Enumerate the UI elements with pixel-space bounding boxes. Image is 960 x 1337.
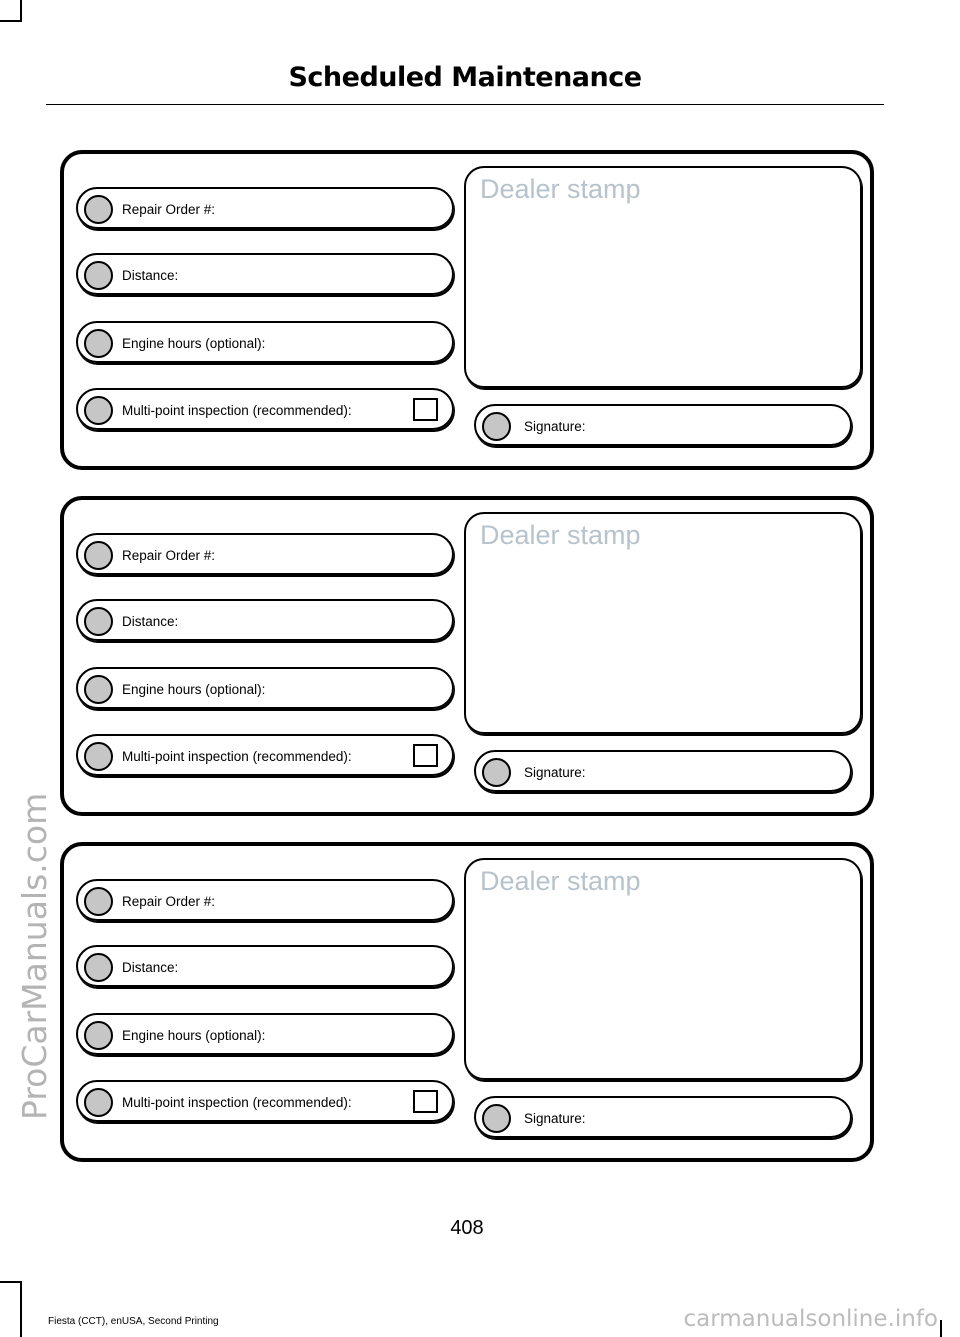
title-divider [46, 104, 884, 105]
repair-order-field[interactable] [76, 533, 454, 575]
bullet-icon [84, 887, 113, 916]
bullet-icon [84, 195, 113, 224]
bullet-icon [84, 953, 113, 982]
dealer-stamp-label: Dealer stamp [480, 174, 641, 204]
signature-label: Signature: [524, 765, 586, 780]
signature-field[interactable] [474, 404, 852, 446]
inspection-field [76, 388, 454, 430]
crop-mark [0, 1281, 20, 1283]
crop-mark [0, 20, 20, 22]
distance-label: Distance: [122, 960, 179, 975]
bullet-icon [482, 758, 511, 787]
signature-field[interactable] [474, 750, 852, 792]
signature-label: Signature: [524, 1111, 586, 1126]
bullet-icon [84, 396, 113, 425]
page-number: 408 [450, 1217, 484, 1239]
inspection-label: Multi-point inspection (recommended): [122, 1095, 352, 1110]
bullet-icon [482, 1104, 511, 1133]
engine-hours-field[interactable] [76, 1013, 454, 1055]
maintenance-record [60, 150, 874, 470]
engine-hours-label: Engine hours (optional): [122, 682, 266, 697]
crop-mark [20, 1281, 22, 1337]
inspection-checkbox[interactable] [413, 744, 438, 767]
maintenance-record [60, 842, 874, 1162]
inspection-field [76, 734, 454, 776]
inspection-label: Multi-point inspection (recommended): [122, 749, 352, 764]
bottom-watermark: carmanualsonline.info [683, 1306, 938, 1332]
engine-hours-label: Engine hours (optional): [122, 1028, 266, 1043]
repair-order-label: Repair Order #: [122, 548, 216, 563]
engine-hours-field[interactable] [76, 321, 454, 363]
distance-label: Distance: [122, 268, 179, 283]
bullet-icon [84, 541, 113, 570]
footer-text: Fiesta (CCT), enUSA, Second Printing [48, 1316, 219, 1327]
crop-mark [940, 1320, 942, 1337]
dealer-stamp-box[interactable] [464, 512, 862, 734]
engine-hours-field[interactable] [76, 667, 454, 709]
page-title: Scheduled Maintenance [288, 62, 642, 93]
repair-order-field[interactable] [76, 187, 454, 229]
dealer-stamp-box[interactable] [464, 166, 862, 388]
bullet-icon [84, 1021, 113, 1050]
signature-label: Signature: [524, 419, 586, 434]
dealer-stamp-box[interactable] [464, 858, 862, 1080]
bullet-icon [84, 329, 113, 358]
distance-field[interactable] [76, 599, 454, 641]
signature-field[interactable] [474, 1096, 852, 1138]
bullet-icon [84, 742, 113, 771]
inspection-checkbox[interactable] [413, 1090, 438, 1113]
bullet-icon [84, 607, 113, 636]
bullet-icon [84, 261, 113, 290]
bullet-icon [482, 412, 511, 441]
distance-field[interactable] [76, 945, 454, 987]
inspection-field [76, 1080, 454, 1122]
distance-label: Distance: [122, 614, 179, 629]
inspection-label: Multi-point inspection (recommended): [122, 403, 352, 418]
inspection-checkbox[interactable] [413, 398, 438, 421]
repair-order-label: Repair Order #: [122, 202, 216, 217]
bullet-icon [84, 1088, 113, 1117]
repair-order-field[interactable] [76, 879, 454, 921]
bullet-icon [84, 675, 113, 704]
engine-hours-label: Engine hours (optional): [122, 336, 266, 351]
dealer-stamp-label: Dealer stamp [480, 866, 641, 896]
dealer-stamp-label: Dealer stamp [480, 520, 641, 550]
distance-field[interactable] [76, 253, 454, 295]
repair-order-label: Repair Order #: [122, 894, 216, 909]
maintenance-record [60, 496, 874, 816]
side-watermark: ProCarManuals.com [15, 792, 54, 1120]
crop-mark [20, 0, 22, 22]
